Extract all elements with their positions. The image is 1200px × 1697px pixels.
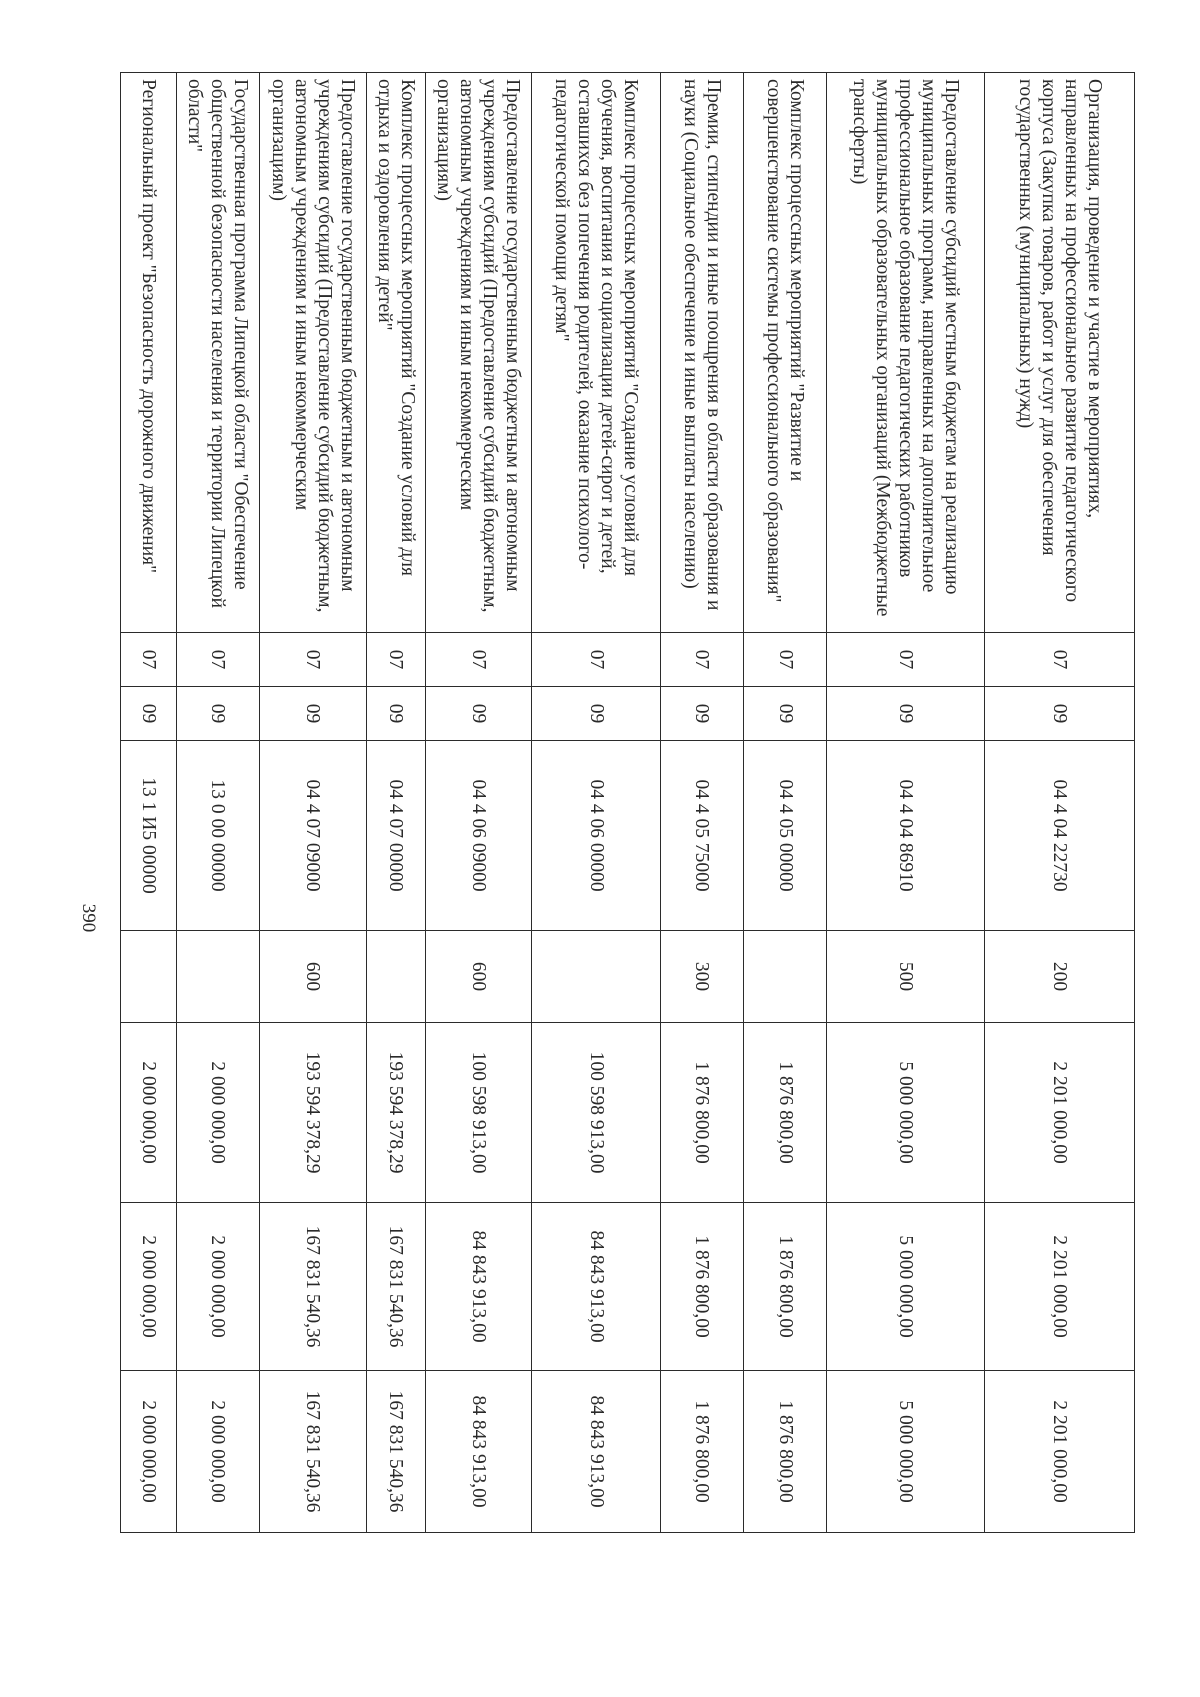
table-row — [259, 73, 366, 1533]
row-amount-3: 5 000 000,00 — [827, 1371, 985, 1533]
row-target: 04 4 06 09000 — [425, 741, 532, 931]
row-expense-type — [743, 931, 826, 1023]
row-expense-type — [366, 931, 425, 1023]
page-number: 390 — [78, 903, 99, 933]
table-row — [985, 73, 1135, 1533]
row-amount-3: 84 843 913,00 — [532, 1371, 660, 1533]
row-amount-1: 100 598 913,00 — [532, 1023, 660, 1203]
row-amount-2: 2 000 000,00 — [121, 1203, 177, 1371]
table-row — [827, 73, 985, 1533]
row-amount-3: 1 876 800,00 — [660, 1371, 743, 1533]
row-expense-type — [532, 931, 660, 1023]
row-target: 04 4 04 86910 — [827, 741, 985, 931]
row-amount-3: 1 876 800,00 — [743, 1371, 826, 1533]
row-amount-1: 100 598 913,00 — [425, 1023, 532, 1203]
row-amount-3: 2 000 000,00 — [176, 1371, 259, 1533]
row-subsection: 09 — [660, 687, 743, 741]
row-expense-type: 500 — [827, 931, 985, 1023]
row-expense-type — [176, 931, 259, 1023]
row-amount-2: 84 843 913,00 — [532, 1203, 660, 1371]
row-subsection: 09 — [827, 687, 985, 741]
row-amount-1: 1 876 800,00 — [660, 1023, 743, 1203]
row-subsection: 09 — [259, 687, 366, 741]
row-section: 07 — [425, 633, 532, 687]
row-section: 07 — [743, 633, 826, 687]
row-amount-2: 84 843 913,00 — [425, 1203, 532, 1371]
row-expense-type — [121, 931, 177, 1023]
row-target: 04 4 04 22730 — [985, 741, 1135, 931]
row-amount-3: 2 201 000,00 — [985, 1371, 1135, 1533]
table-row — [121, 73, 177, 1533]
row-description: Организация, проведение и участие в мероприятиях, направленных на профессиональное развитие педагогического корпуса (Закупка товаров, работ и услуг для обеспечения государственных (муниципальных) нужд) — [985, 73, 1135, 633]
row-amount-3: 2 000 000,00 — [121, 1371, 177, 1533]
row-subsection: 09 — [985, 687, 1135, 741]
table-row — [660, 73, 743, 1533]
row-target: 04 4 07 09000 — [259, 741, 366, 931]
row-subsection: 09 — [121, 687, 177, 741]
row-description: Региональный проект "Безопасность дорожного движения" — [121, 73, 177, 633]
budget-table — [120, 72, 1135, 1533]
row-description: Комплекс процессных мероприятий "Создание условий для обучения, воспитания и социализации детей-сирот и детей, оставшихся без попечения родителей, оказание психолого-педагогической помощи детям" — [532, 73, 660, 633]
row-amount-2: 167 831 540,36 — [259, 1203, 366, 1371]
table-row — [366, 73, 425, 1533]
row-amount-2: 5 000 000,00 — [827, 1203, 985, 1371]
row-section: 07 — [366, 633, 425, 687]
row-target: 04 4 05 75000 — [660, 741, 743, 931]
table-row — [743, 73, 826, 1533]
row-target: 04 4 06 00000 — [532, 741, 660, 931]
row-amount-1: 5 000 000,00 — [827, 1023, 985, 1203]
row-section: 07 — [176, 633, 259, 687]
row-amount-2: 1 876 800,00 — [660, 1203, 743, 1371]
row-subsection: 09 — [425, 687, 532, 741]
row-description: Предоставление государственным бюджетным и автономным учреждениям субсидий (Предоставление субсидий бюджетным, автономным учреждениям и иным некоммерческим организациям) — [259, 73, 366, 633]
row-subsection: 09 — [532, 687, 660, 741]
row-target: 13 1 И5 00000 — [121, 741, 177, 931]
row-target: 04 4 07 00000 — [366, 741, 425, 931]
row-amount-1: 193 594 378,29 — [366, 1023, 425, 1203]
row-section: 07 — [827, 633, 985, 687]
table-row — [176, 73, 259, 1533]
row-section: 07 — [532, 633, 660, 687]
row-amount-1: 193 594 378,29 — [259, 1023, 366, 1203]
row-expense-type: 600 — [425, 931, 532, 1023]
row-expense-type: 600 — [259, 931, 366, 1023]
row-amount-2: 2 000 000,00 — [176, 1203, 259, 1371]
row-amount-1: 1 876 800,00 — [743, 1023, 826, 1203]
row-section: 07 — [660, 633, 743, 687]
row-amount-2: 1 876 800,00 — [743, 1203, 826, 1371]
row-expense-type: 200 — [985, 931, 1135, 1023]
row-expense-type: 300 — [660, 931, 743, 1023]
row-amount-1: 2 201 000,00 — [985, 1023, 1135, 1203]
rotated-table-frame — [120, 72, 1135, 1532]
row-subsection: 09 — [366, 687, 425, 741]
row-target: 04 4 05 00000 — [743, 741, 826, 931]
row-amount-3: 167 831 540,36 — [259, 1371, 366, 1533]
row-description: Комплекс процессных мероприятий "Развитие и совершенствование системы профессионального образования" — [743, 73, 826, 633]
row-section: 07 — [121, 633, 177, 687]
row-amount-3: 167 831 540,36 — [366, 1371, 425, 1533]
row-description: Премии, стипендии и иные поощрения в области образования и науки (Социальное обеспечение и иные выплаты населению) — [660, 73, 743, 633]
row-amount-1: 2 000 000,00 — [121, 1023, 177, 1203]
row-target: 13 0 00 00000 — [176, 741, 259, 931]
row-amount-2: 167 831 540,36 — [366, 1203, 425, 1371]
row-section: 07 — [985, 633, 1135, 687]
row-subsection: 09 — [176, 687, 259, 741]
row-description: Предоставление государственным бюджетным и автономным учреждениям субсидий (Предоставление субсидий бюджетным, автономным учреждениям и иным некоммерческим организациям) — [425, 73, 532, 633]
row-description: Государственная программа Липецкой области "Обеспечение общественной безопасности населения и территории Липецкой области" — [176, 73, 259, 633]
table-row — [425, 73, 532, 1533]
row-section: 07 — [259, 633, 366, 687]
row-amount-1: 2 000 000,00 — [176, 1023, 259, 1203]
row-subsection: 09 — [743, 687, 826, 741]
row-description: Предоставление субсидий местным бюджетам на реализацию муниципальных программ, направленных на дополнительное профессиональное образование педагогических работников муниципальных образовательных организаций (Межбюджетные трансферты) — [827, 73, 985, 633]
row-amount-3: 84 843 913,00 — [425, 1371, 532, 1533]
row-description: Комплекс процессных мероприятий "Создание условий для отдыха и оздоровления детей" — [366, 73, 425, 633]
table-row — [532, 73, 660, 1533]
row-amount-2: 2 201 000,00 — [985, 1203, 1135, 1371]
